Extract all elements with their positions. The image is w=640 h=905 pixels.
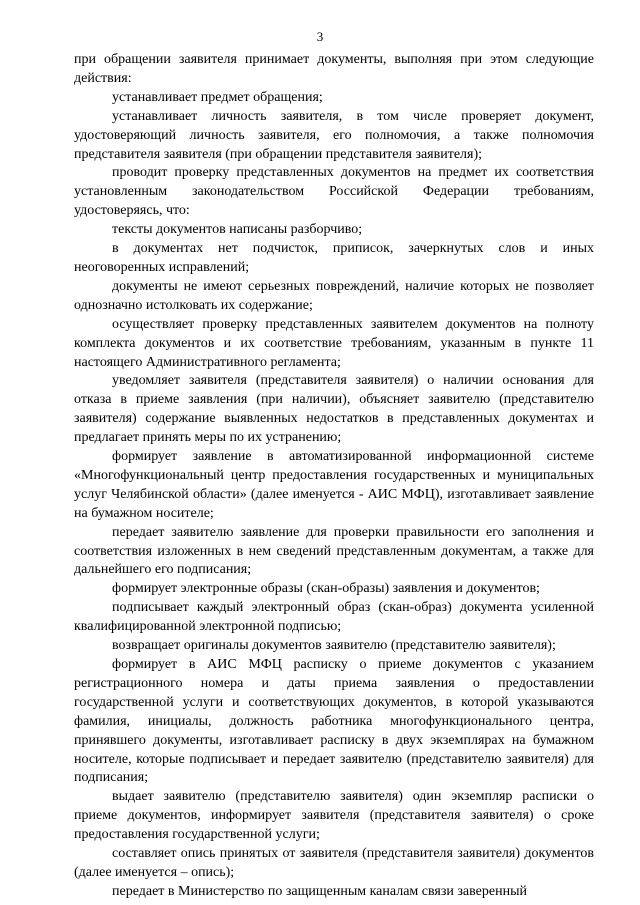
- paragraph: передает в Министерство по защищенным каналам связи заверенный: [112, 883, 527, 899]
- document-body: [74, 51, 594, 902]
- paragraph: проводит проверку представленных документов на предмет их соответствия установленным законодательством Российской Федерации требованиям, удостоверяясь, что:: [74, 165, 594, 219]
- paragraph: формирует электронные образы (скан-образы) заявления и документов;: [112, 581, 540, 597]
- paragraph: формирует заявление в автоматизированной информационной системе «Многофункциональный центр предоставления государственных и муниципальных услуг Челябинской области» (далее именуется - АИС МФЦ), изготавливает заявление на бумажном носителе;: [74, 449, 594, 521]
- paragraph: устанавливает личность заявителя, в том числе проверяет документ, удостоверяющий личность заявителя, его полномочия, а также полномочия представителя заявителя (при обращении представителя заявителя);: [74, 108, 594, 162]
- paragraph: составляет опись принятых от заявителя (представителя заявителя) документов (далее именуется – опись);: [74, 846, 594, 880]
- paragraph: подписывает каждый электронный образ (скан-образ) документа усиленной квалифицированной электронной подписью;: [74, 600, 594, 635]
- paragraph: в документах нет подчисток, приписок, зачеркнутых слов и иных неоговоренных исправлений;: [74, 241, 594, 275]
- paragraph: тексты документов написаны разборчиво;: [112, 222, 363, 238]
- paragraph: при обращении заявителя принимает документы, выполняя при этом следующие действия:: [74, 52, 594, 86]
- paragraph: формирует в АИС МФЦ расписку о приеме документов с указанием регистрационного номера и даты приема заявления о предоставлении государственной услуги и соответствующих документов, в которой указываются фамилия, инициалы, должность работника многофункционального центра, принявшего документы, изготавливает расписку в двух экземплярах на бумажном носителе, которые подписывает и передает заявителю (представителю заявителя) для подписания;: [74, 657, 594, 786]
- paragraph: устанавливает предмет обращения;: [112, 89, 323, 105]
- paragraph: осуществляет проверку представленных заявителем документов на полноту комплекта документов и их соответствие требованиям, указанным в пункте 11 настоящего Административного регламента;: [74, 316, 594, 370]
- paragraph: выдает заявителю (представителю заявителя) один экземпляр расписки о приеме документов, информирует заявителя (представителя заявителя) о сроке предоставления государственной услуги;: [74, 789, 594, 843]
- paragraph: передает заявителю заявление для проверки правильности его заполнения и соответствия изложенных в нем сведений представленным документам, а также для дальнейшего его подписания;: [74, 524, 594, 578]
- paragraph: уведомляет заявителя (представителя заявителя) о наличии основания для отказа в приеме заявления (при наличии), объясняет заявителю (представителю заявителя) содержание выявленных недостатков в представленных документах и предлагает принять меры по их устранению;: [74, 373, 594, 446]
- paragraph: документы не имеют серьезных повреждений, наличие которых не позволяет однозначно истолковать их содержание;: [74, 278, 594, 313]
- page-number: 3: [316, 29, 324, 44]
- paragraph: возвращает оригиналы документов заявителю (представителю заявителя);: [112, 638, 556, 654]
